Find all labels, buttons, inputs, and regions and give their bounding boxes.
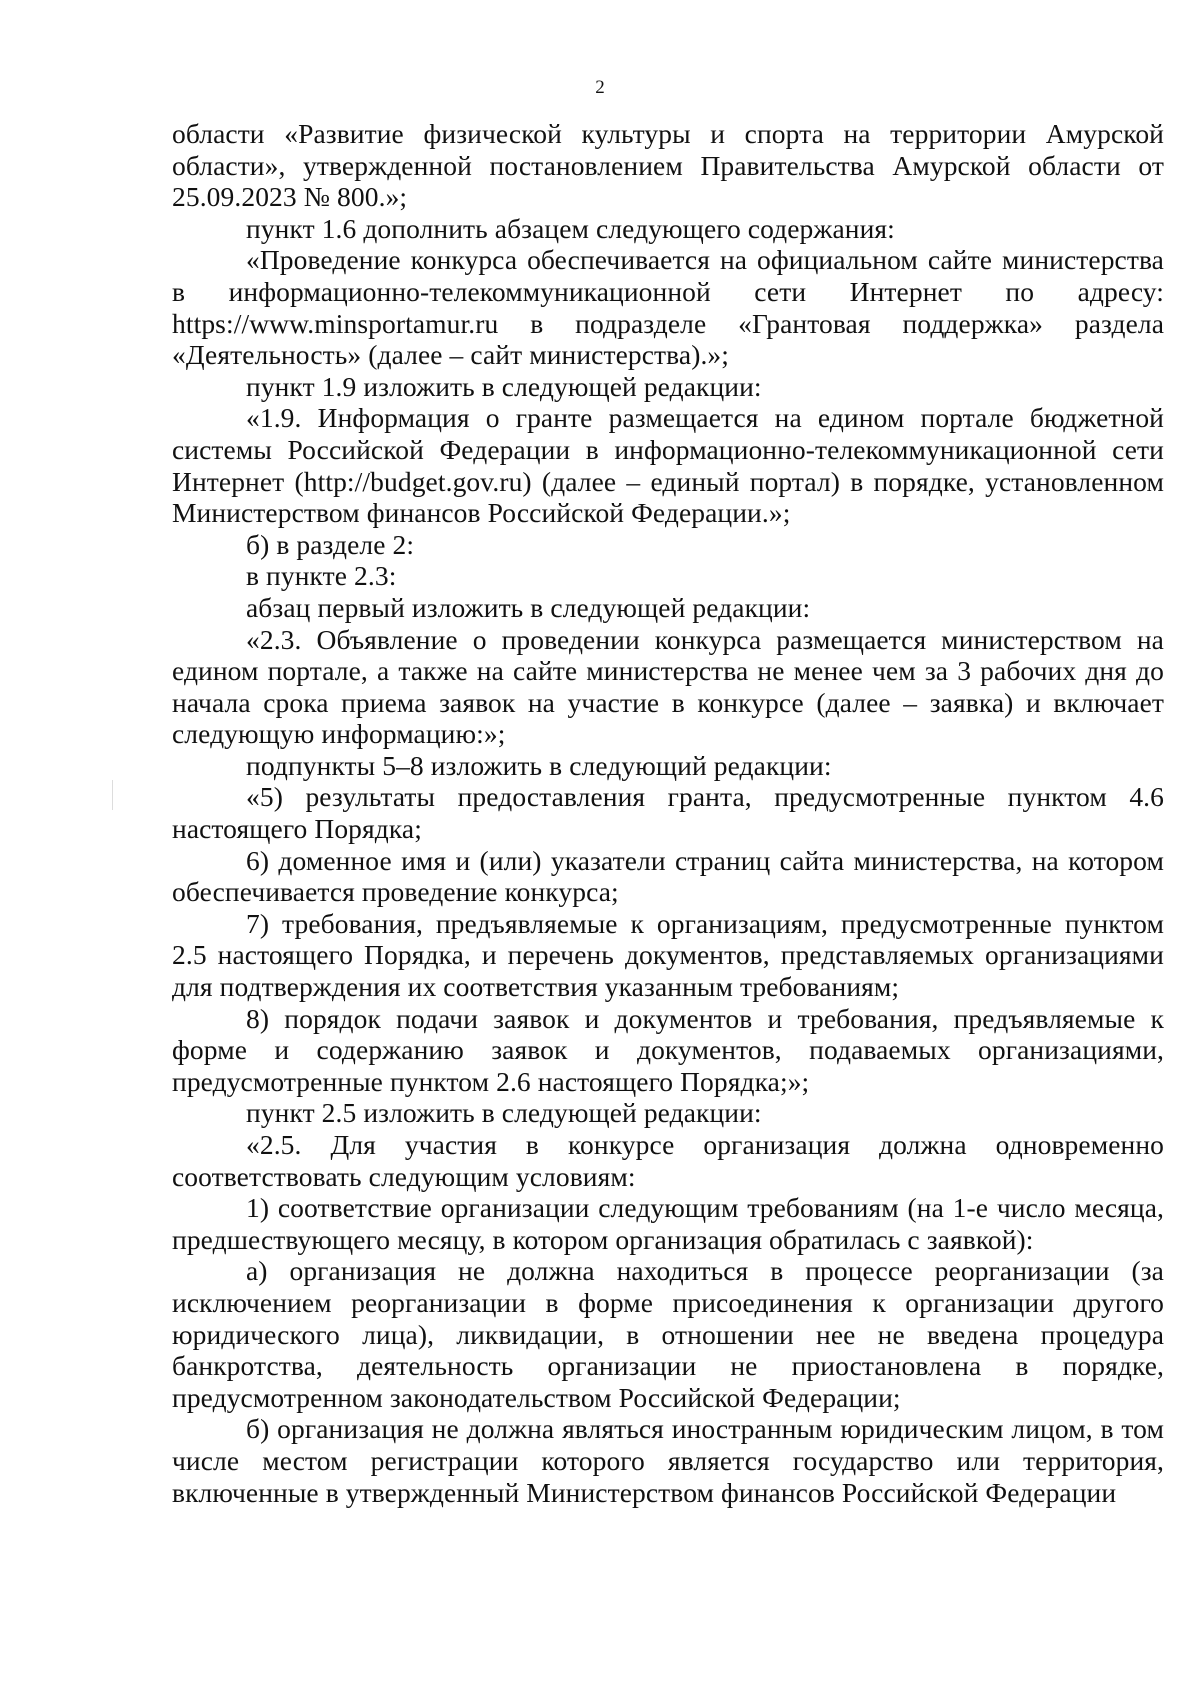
paragraph-subitem-8: 8) порядок подачи заявок и документов и требования, предъявляемые к форме и содержанию заявок и документов, подаваемых организациями, предусмотренные пунктом 2.6 настоящего Порядка;»; xyxy=(172,1002,1164,1097)
paragraph-item-2-3-text: «2.3. Объявление о проведении конкурса размещается министерством на едином портале, а также на сайте министерства не менее чем за 3 рабочих дня до начала срока приема заявок на участие в конкурсе (далее – заявка) и включает следующую информацию:»; xyxy=(172,623,1164,750)
paragraph-item-1-6-text: «Проведение конкурса обеспечивается на официальном сайте министерства в информационно-телекоммуникационной сети Интернет по адресу: https://www.minsportamur.ru в подразделе «Грантовая поддержка» раздела «Деятельность» (далее – сайт министерства).»; xyxy=(172,244,1164,371)
paragraph-item-1-6-intro: пункт 1.6 дополнить абзацем следующего содержания: xyxy=(246,212,895,244)
paragraph-subitem-7: 7) требования, предъявляемые к организациям, предусмотренные пунктом 2.5 настоящего Порядка, и перечень документов, представляемых организациями для подтверждения их соответствия указанным требованиям; xyxy=(172,907,1164,1003)
paragraph-subitems-5-8-intro: подпункты 5–8 изложить в следующий редакции: xyxy=(246,749,832,781)
paragraph-item-2-5-text: «2.5. Для участия в конкурсе организация должна одновременно соответствовать следующим условиям: xyxy=(172,1129,1164,1192)
paragraph-subitem-6: 6) доменное имя и (или) указатели страниц сайта министерства, на котором обеспечивается проведение конкурса; xyxy=(172,844,1164,908)
page-number: 2 xyxy=(595,77,605,98)
paragraph-condition-1-a: а) организация не должна находиться в процессе реорганизации (за исключением реорганизации в форме присоединения к организации другого юридического лица), ликвидации, в отношении нее не введена процедура банкротства, деятельность организации не приостановлена в порядке, предусмотренном законодательством Российской Федерации; xyxy=(172,1255,1164,1413)
paragraph-item-1-9-intro: пункт 1.9 изложить в следующей редакции: xyxy=(246,370,762,402)
paragraph-item-2-5-intro: пункт 2.5 изложить в следующей редакции: xyxy=(246,1097,762,1129)
paragraph-condition-1-b: б) организация не должна являться иностранным юридическим лицом, в том числе местом регистрации которого является государство или территория, включенные в утвержденный Министерством финансов Российской Федерации xyxy=(172,1413,1164,1508)
document-body xyxy=(172,118,1164,1508)
paragraph-condition-1: 1) соответствие организации следующим требованиям (на 1-е число месяца, предшествующего месяцу, в котором организация обратилась с заявкой): xyxy=(172,1192,1164,1255)
paragraph-subitem-5: «5) результаты предоставления гранта, предусмотренные пунктом 4.6 настоящего Порядка; xyxy=(172,781,1164,845)
paragraph-item-1-9-text: «1.9. Информация о гранте размещается на едином портале бюджетной системы Российской Федерации в информационно-телекоммуникационной сети Интернет (http://budget.gov.ru) (далее – единый портал) в порядке, установленном Министерством финансов Российской Федерации.»; xyxy=(172,402,1164,529)
paragraph-item-2-3-intro: в пункте 2.3: xyxy=(246,560,397,592)
paragraph-continuation: области «Развитие физической культуры и спорта на территории Амурской области», утвержденной постановлением Правительства Амурской области от 25.09.2023 № 800.»; xyxy=(172,118,1164,213)
paragraph-section-2: б) в разделе 2: xyxy=(246,528,415,560)
paragraph-item-2-3-first-abzac: абзац первый изложить в следующей редакции: xyxy=(246,591,811,623)
scan-margin-mark xyxy=(112,780,113,810)
